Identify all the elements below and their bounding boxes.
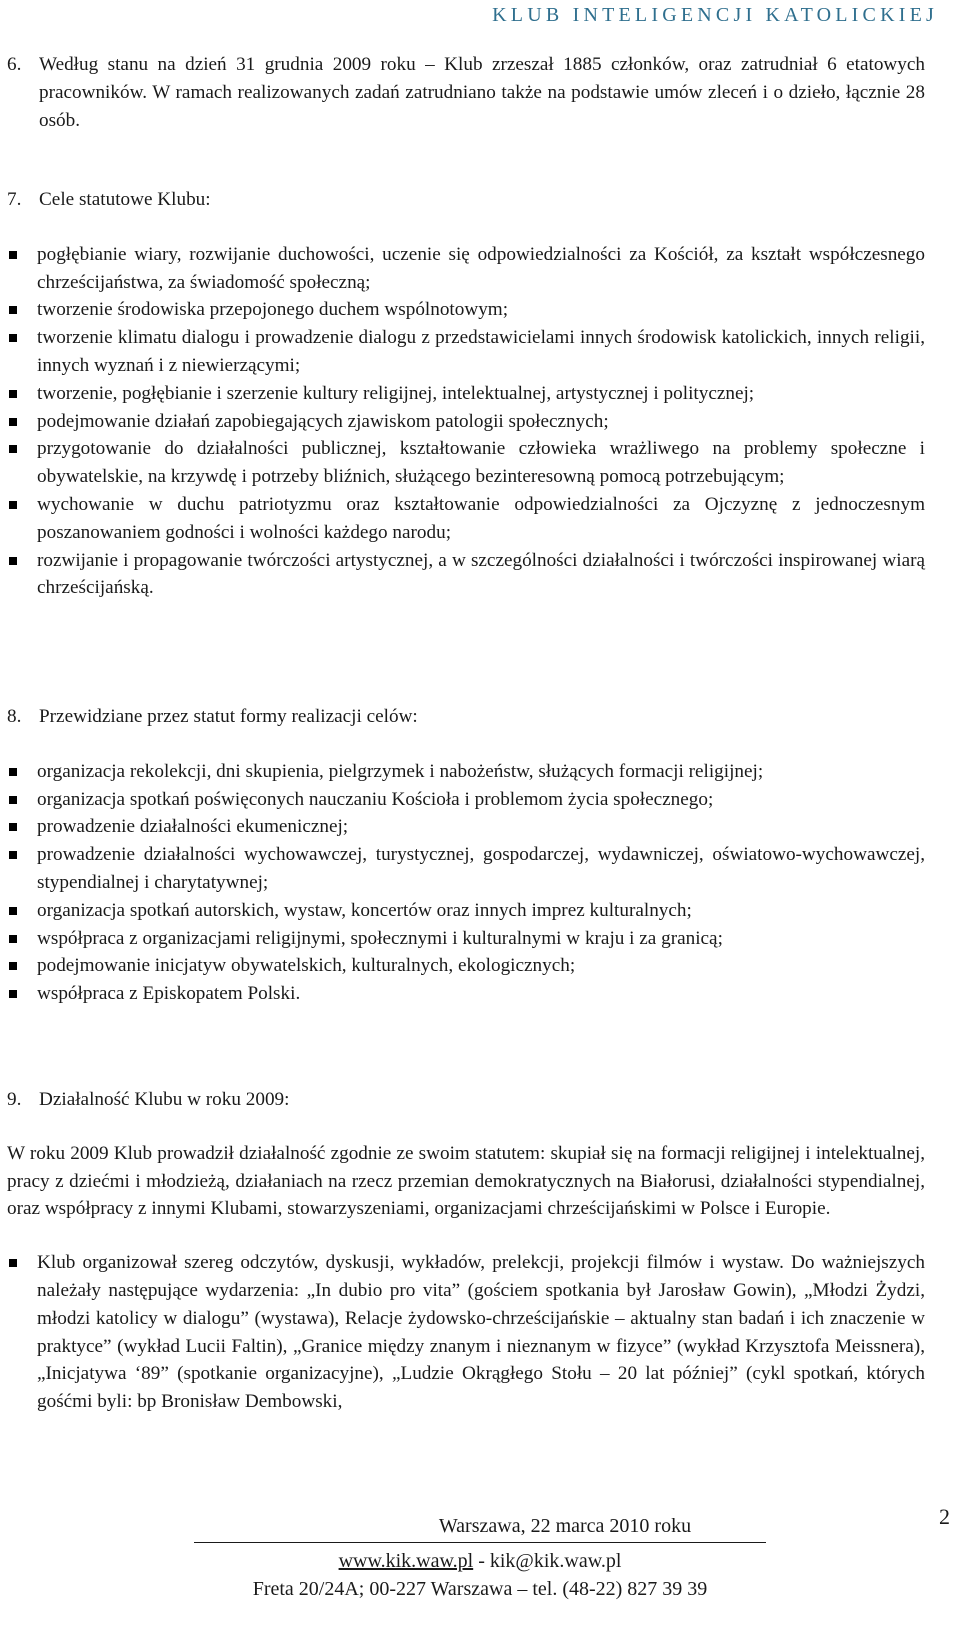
list-item-text: Klub organizował szereg odczytów, dyskusji, wykładów, prelekcji, projekcji filmów i wystaw. Do ważniejszych należały następujące wydarzenia: „In dubio pro vita” (gościem spotkania był Jarosław Gowin), „Młodzi Żydzi, młodzi katolicy w dialogu” (wystawa), Relacje żydowsko-chrześcijańskie – aktualny stan badań i ich znaczenie w praktyce” (wykład Lucii Faltin), „Granice między znanym i nieznanym w fizyce” (wykład Krzysztofa Meissnera), „Inicjatywa ‘89” (spotkanie organizacyjne), „Ludzie Okrągłego Stołu – 20 lat później” (cykl spotkań, których gośćmi byli: bp Bronisław Dembowski, [37,1252,925,1413]
list-item [7,925,925,953]
square-bullet-icon [9,935,17,943]
list-item-text: przygotowanie do działalności publicznej, kształtowanie człowieka wrażliwego na problemy społeczne i obywatelskie, na krzywdę i potrzeby bliźnich, służącego bezinteresowną pomocą potrzebującym; [37,438,925,488]
list-item-text: wychowanie w duchu patriotyzmu oraz kształtowanie odpowiedzialności za Ojczyznę z jednoczesnym poszanowaniem godności i wolności każdego narodu; [37,493,925,543]
page-header [0,0,938,36]
heading-text: Działalność Klubu w roku 2009: [39,1089,290,1110]
square-bullet-icon [9,418,17,426]
list-item [7,241,925,297]
list-item-text: podejmowanie działań zapobiegających zjawiskom patologii społecznych; [37,410,609,432]
section-9 [7,1086,925,1416]
signature-line: Warszawa, 22 marca 2010 roku [438,1515,692,1537]
section-8 [7,703,925,1008]
item-text: Według stanu na dzień 31 grudnia 2009 roku – Klub zrzeszał 1885 członków, oraz zatrudniał 6 etatowych pracowników. W ramach realizowanych zadań zatrudniano także na podstawie umów zleceń i o dzieło, łącznie 28 osób. [39,54,925,131]
square-bullet-icon [9,445,17,453]
square-bullet-icon [9,334,17,342]
list-item [7,897,925,925]
activity-list [7,1249,925,1416]
square-bullet-icon [9,557,17,565]
square-bullet-icon [9,990,17,998]
list-item [7,408,925,436]
section-heading [7,1086,925,1114]
heading-text: Przewidziane przez statut formy realizacji celów: [39,706,418,727]
list-item [7,758,925,786]
list-item [7,980,925,1008]
list-item-text: pogłębianie wiary, rozwijanie duchowości, uczenie się odpowiedzialności za Kościół, za kształt współczesnego chrześcijaństwa, za świadomość społeczną; [37,243,925,293]
list-item-text: organizacja rekolekcji, dni skupienia, pielgrzymek i nabożeństw, służących formacji religijnej; [37,760,764,782]
square-bullet-icon [9,907,17,915]
website-link[interactable]: www.kik.waw.pl [338,1550,474,1572]
square-bullet-icon [9,1259,17,1267]
section-heading [7,703,925,731]
section-6 [7,51,925,134]
contact-separator: - [473,1550,490,1572]
list-item [7,813,925,841]
email-address: kik@kik.waw.pl [489,1550,622,1572]
contact-line [0,1547,960,1575]
list-item-text: tworzenie klimatu dialogu i prowadzenie dialogu z przedstawicielami innych środowisk katolickich, innych religii, innych wyznań i z niewierzącymi; [37,327,925,376]
list-item-text: organizacja spotkań autorskich, wystaw, koncertów oraz innych imprez kulturalnych; [37,899,692,921]
square-bullet-icon [9,823,17,831]
list-item-text: współpraca z organizacjami religijnymi, społecznymi i kulturalnymi w kraju i za granicą; [37,927,723,949]
numbered-item-6 [7,51,925,134]
square-bullet-icon [9,306,17,314]
page-footer [0,1512,960,1603]
list-item-text: tworzenie, pogłębianie i szerzenie kultury religijnej, intelektualnej, artystycznej i politycznej; [37,382,755,404]
list-item-text: organizacja spotkań poświęconych nauczaniu Kościoła i problemom życia społecznego; [37,788,714,810]
list-item-text: prowadzenie działalności ekumenicznej; [37,816,349,838]
address-line: Freta 20/24A; 00-227 Warszawa – tel. (48-22) 827 39 39 [252,1578,708,1600]
list-item [7,435,925,491]
item-number: 7. [7,189,22,210]
list-item-text: podejmowanie inicjatyw obywatelskich, kulturalnych, ekologicznych; [37,955,576,977]
section-heading [7,186,925,214]
list-item [7,491,925,547]
page-number: 2 [939,1504,950,1529]
list-item [7,952,925,980]
square-bullet-icon [9,251,17,259]
list-item-text: prowadzenie działalności wychowawczej, turystycznej, gospodarczej, wydawniczej, oświatowo-wychowawczej, stypendialnej i charytatywnej; [37,844,925,893]
square-bullet-icon [9,768,17,776]
list-item [7,296,925,324]
square-bullet-icon [9,796,17,804]
list-item [7,786,925,814]
organization-title: KLUB INTELIGENCJI KATOLICKIEJ [492,4,938,26]
list-item-text: tworzenie środowiska przepojonego duchem wspólnotowym; [37,299,509,321]
square-bullet-icon [9,962,17,970]
heading-text: Cele statutowe Klubu: [39,189,211,210]
square-bullet-icon [9,501,17,509]
item-number: 8. [7,706,22,727]
statutory-goals-list [7,241,925,602]
footer-divider [194,1542,766,1543]
square-bullet-icon [9,390,17,398]
list-item [7,324,925,380]
list-item [7,1249,925,1416]
item-number: 9. [7,1089,22,1110]
list-item-text: współpraca z Episkopatem Polski. [37,983,301,1005]
list-item [7,841,925,897]
list-item-text: rozwijanie i propagowanie twórczości artystycznej, a w szczególności działalności i twórczości inspirowanej wiarą chrześcijańską. [37,549,925,599]
activity-paragraph: W roku 2009 Klub prowadził działalność zgodnie ze swoim statutem: skupiał się na formacji religijnej i intelektualnej, pracy z dziećmi i młodzieżą, działaniach na rzecz przemian demokratycznych na Białorusi, działalności stypendialnej, oraz współpracy z innymi Klubami, stowarzyszeniami, organizacjami chrześcijańskimi w Polsce i Europie. [7,1142,925,1220]
square-bullet-icon [9,851,17,859]
item-number: 6. [7,54,22,75]
section-7 [7,186,925,602]
list-item [7,380,925,408]
list-item [7,547,925,603]
realization-forms-list [7,758,925,1008]
